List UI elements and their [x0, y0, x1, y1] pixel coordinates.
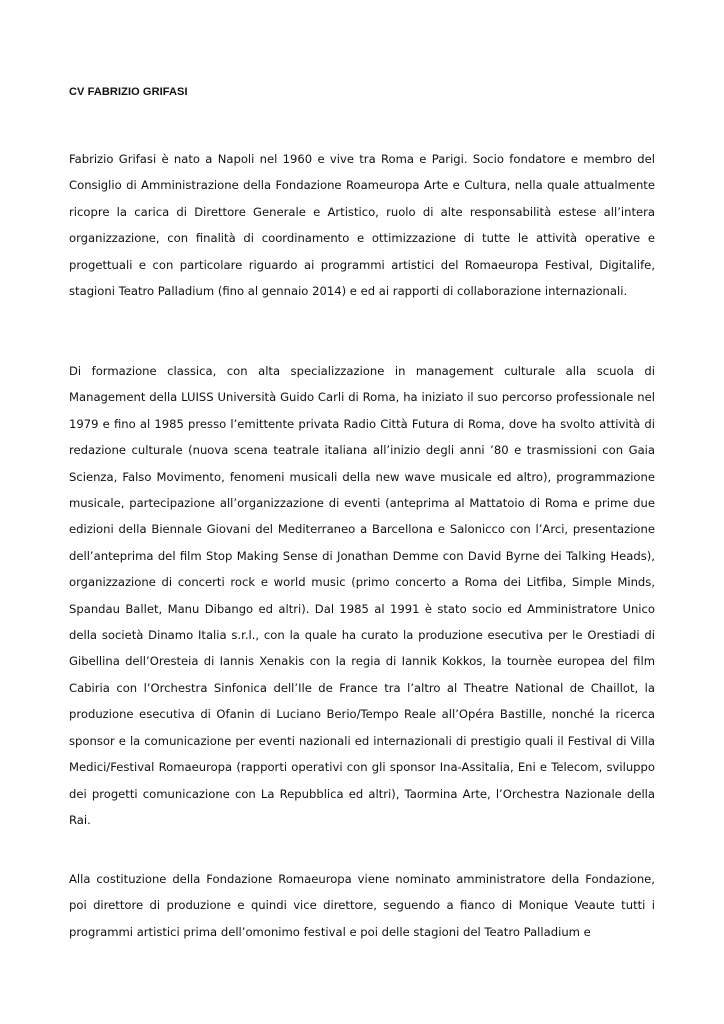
document-title: CV FABRIZIO GRIFASI	[69, 86, 188, 98]
paragraph-birth-and-role: Fabrizio Grifasi è nato a Napoli nel 1960 e vive tra Roma e Parigi. Socio fondatore e membro del Consiglio di Amministrazione della Fondazione Roameuropa Arte e Cultura, nella quale attualmente ricopre la carica di Direttore Generale e Artistico, ruolo di alte responsabilità estese all’intera organizzazione, con finalità di coordinamento e ottimizzazione di tutte le attività operative e progettuali e con particolare riguardo ai programmi artistici del Romaeuropa Festival, Digitalife, stagioni Teatro Palladium (fino al gennaio 2014) e ed ai rapporti di collaborazione internazionali.	[69, 152, 655, 299]
paragraph-education-and-career: Di formazione classica, con alta specializzazione in management culturale alla scuola di Management della LUISS Università Guido Carli di Roma, ha iniziato il suo percorso professionale nel 1979 e fino al 1985 presso l’emittente privata Radio Città Futura di Roma, dove ha svolto attività di redazione culturale (nuova scena teatrale italiana all’inizio degli anni ’80 e trasmissioni con Gaia Scienza, Falso Movimento, fenomeni musicali della new wave musicale ed altro), programmazione musicale, partecipazione all’organizzazione di eventi (anteprima al Mattatoio di Roma e prime due edizioni della Biennale Giovani del Mediterraneo a Barcellona e Salonicco con l’Arci, presentazione dell’anteprima del film Stop Making Sense di Jonathan Demme con David Byrne dei Talking Heads), organizzazione di concerti rock e world music (primo concerto a Roma dei Litfiba, Simple Minds, Spandau Ballet, Manu Dibango ed altri). Dal 1985 al 1991 è stato socio ed Amministratore Unico della società Dinamo Italia s.r.l., con la quale ha curato la produzione esecutiva per le Orestiadi di Gibellina dell’Oresteia di Iannis Xenakis con la regia di Iannik Kokkos, la tournèe europea del film Cabiria con l’Orchestra Sinfonica dell’Ile de France tra l’altro al Theatre National de Chaillot, la produzione esecutiva di Ofanin di Luciano Berio/Tempo Reale all’Opéra Bastille, nonché la ricerca sponsor e la comunicazione per eventi nazionali ed internazionali di prestigio quali il Festival di Villa Medici/Festival Romaeuropa (rapporti operativi con gli sponsor Ina-Assitalia, Eni e Telecom, sviluppo dei progetti comunicazione con La Repubblica ed altri), Taormina Arte, l’Orchestra Nazionale della Rai.	[69, 364, 655, 827]
paragraph-romaeuropa-foundation: Alla costituzione della Fondazione Romaeuropa viene nominato amministratore della Fondazione, poi direttore di produzione e quindi vice direttore, seguendo a fianco di Monique Veaute tutti i programmi artistici prima dell’omonimo festival e poi delle stagioni del Teatro Palladium e	[69, 872, 655, 939]
